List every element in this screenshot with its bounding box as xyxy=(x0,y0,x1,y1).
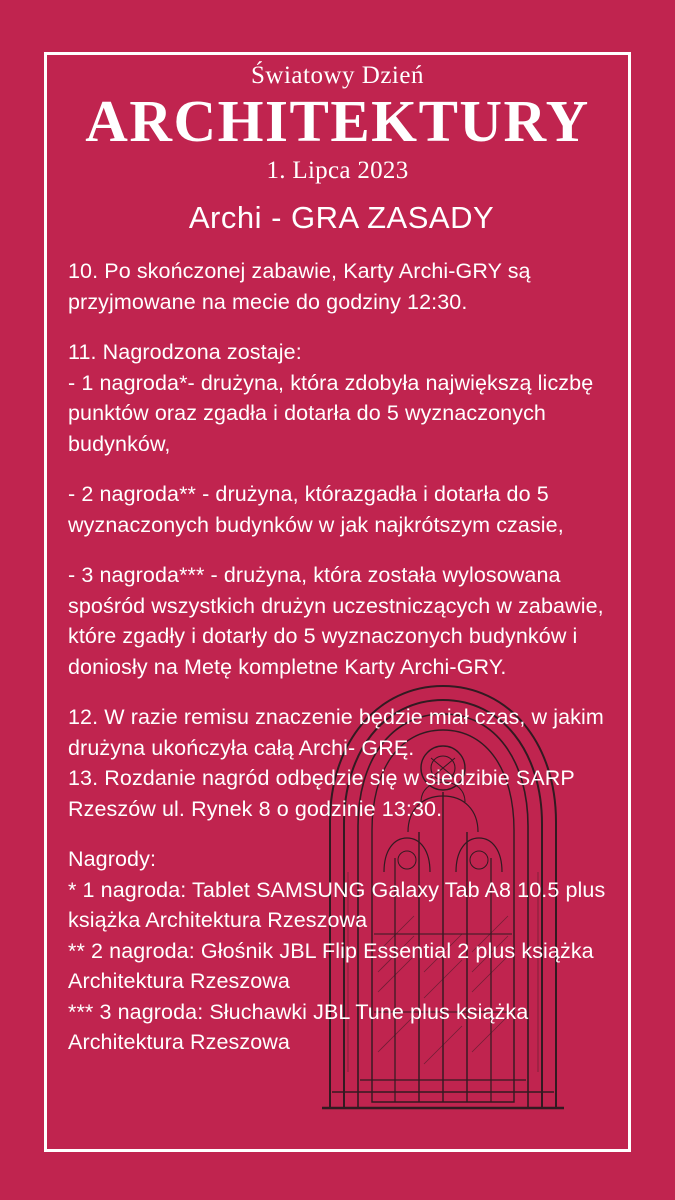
rule-item-11-prize-2: - 2 nagroda** - drużyna, którazgadła i dotarła do 5 wyznaczonych budynków w jak najkrótszym czasie, xyxy=(68,482,564,537)
header-kicker: Światowy Dzień xyxy=(251,62,424,89)
page-title: ARCHITEKTURY xyxy=(85,87,590,154)
header-date: 1. Lipca 2023 xyxy=(266,156,409,184)
section-title: Archi - GRA ZASADY xyxy=(188,200,495,235)
rule-item-11-prize-3: - 3 nagroda*** - drużyna, która została wylosowana spośród wszystkich drużyn uczestniczących w zabawie, które zgadły i dotarły do 5 wyznaczonych budynków i doniosły na Metę kompletne Karty Archi-GRY. xyxy=(68,563,604,679)
rule-item-11: 11. Nagrodzona zostaje: xyxy=(68,340,302,365)
poster-content xyxy=(68,200,615,1058)
award-item-2: ** 2 nagroda: Głośnik JBL Flip Essential 2 plus książka Architektura Rzeszowa xyxy=(68,938,594,994)
rule-item-13: 13. Rozdanie nagród odbędzie się w siedzibie SARP Rzeszów ul. Rynek 8 o godzinie 13:30. xyxy=(68,766,575,821)
award-item-1: * 1 nagroda: Tablet SAMSUNG Galaxy Tab A8 10.5 plus książka Architektura Rzeszowa xyxy=(68,877,606,933)
rule-item-11-prize-1: - 1 nagroda*- drużyna, która zdobyła największą liczbę punktów oraz zgadła i dotarła do 5 wyznaczonych budynków, xyxy=(68,370,594,456)
rule-item-12: 12. W razie remisu znaczenie będzie miał czas, w jakim drużyna ukończyła całą Archi- GRĘ. xyxy=(68,705,604,760)
poster-header xyxy=(44,62,631,185)
award-item-3: *** 3 nagroda: Słuchawki JBL Tune plus książka Architektura Rzeszowa xyxy=(68,999,529,1055)
rule-item-10: 10. Po skończonej zabawie, Karty Archi-GRY są przyjmowane na mecie do godziny 12:30. xyxy=(68,259,531,314)
awards-heading: Nagrody: xyxy=(68,847,157,872)
awards-section xyxy=(68,844,615,1058)
